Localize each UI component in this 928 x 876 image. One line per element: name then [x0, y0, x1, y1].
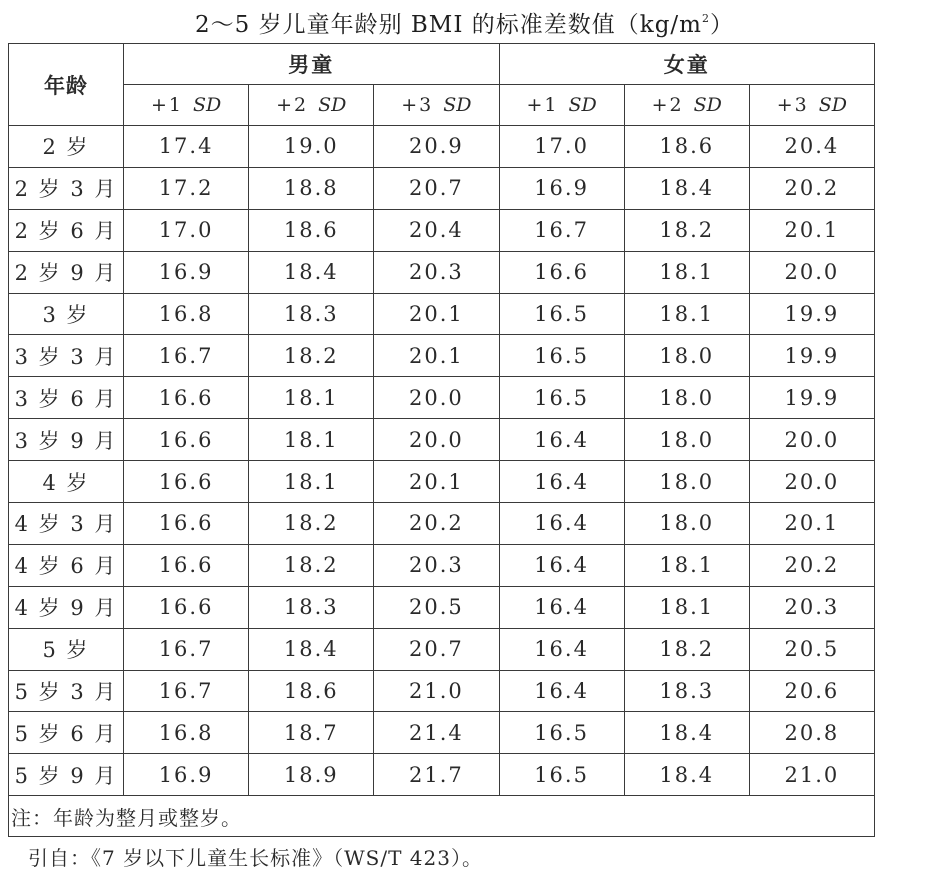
table-row: [9, 419, 875, 461]
bmi-value-cell: 20.3: [749, 586, 874, 628]
bmi-value-cell: 18.3: [624, 670, 749, 712]
bmi-value-cell: 20.6: [749, 670, 874, 712]
bmi-value-cell: 21.0: [749, 754, 874, 796]
bmi-value-cell: 16.4: [499, 419, 624, 461]
bmi-value-cell: 18.0: [624, 335, 749, 377]
group-header-row: [9, 44, 875, 85]
source-citation: 引自：《7 岁以下儿童生长标准》（WS/T 423）。: [28, 846, 483, 870]
bmi-value-cell: 16.4: [499, 670, 624, 712]
bmi-value-cell: 20.1: [374, 461, 499, 503]
table-row: [9, 126, 875, 168]
bmi-value-cell: 20.2: [749, 167, 874, 209]
sd-column-header: [749, 85, 874, 126]
bmi-value-cell: 16.4: [499, 628, 624, 670]
bmi-value-cell: 20.0: [749, 461, 874, 503]
bmi-value-cell: 16.7: [124, 335, 249, 377]
title-text: 2～5 岁儿童年龄别 BMI 的标准差数值（kg/m: [195, 12, 702, 38]
bmi-value-cell: 18.2: [249, 503, 374, 545]
bmi-value-cell: 18.2: [624, 209, 749, 251]
table-row: [9, 167, 875, 209]
bmi-value-cell: 18.1: [624, 293, 749, 335]
bmi-value-cell: 18.2: [249, 335, 374, 377]
bmi-value-cell: 20.7: [374, 628, 499, 670]
bmi-value-cell: 18.0: [624, 461, 749, 503]
sd-column-header: [374, 85, 499, 126]
sd-prefix: +1: [526, 94, 559, 116]
bmi-value-cell: 20.5: [374, 586, 499, 628]
bmi-value-cell: 16.4: [499, 586, 624, 628]
age-cell: 5 岁 6 月: [9, 712, 124, 754]
bmi-value-cell: 18.4: [624, 167, 749, 209]
bmi-value-cell: 20.1: [749, 503, 874, 545]
table-row: [9, 670, 875, 712]
bmi-value-cell: 18.3: [249, 586, 374, 628]
bmi-value-cell: 17.4: [124, 126, 249, 168]
bmi-value-cell: 18.9: [249, 754, 374, 796]
bmi-value-cell: 21.4: [374, 712, 499, 754]
bmi-value-cell: 18.6: [249, 209, 374, 251]
bmi-value-cell: 16.4: [499, 544, 624, 586]
table-row: [9, 209, 875, 251]
table-row: [9, 586, 875, 628]
girls-group-header: 女童: [499, 44, 875, 85]
sd-label: SD: [318, 94, 347, 116]
bmi-value-cell: 18.2: [249, 544, 374, 586]
bmi-value-cell: 20.2: [374, 503, 499, 545]
bmi-value-cell: 17.0: [499, 126, 624, 168]
table-row: [9, 503, 875, 545]
age-cell: 2 岁: [9, 126, 124, 168]
title-superscript: 2: [701, 12, 710, 25]
age-cell: 3 岁 6 月: [9, 377, 124, 419]
age-cell: 3 岁 3 月: [9, 335, 124, 377]
bmi-value-cell: 16.6: [124, 419, 249, 461]
bmi-value-cell: 16.7: [124, 628, 249, 670]
bmi-value-cell: 16.8: [124, 293, 249, 335]
bmi-value-cell: 19.0: [249, 126, 374, 168]
bmi-value-cell: 20.0: [749, 419, 874, 461]
bmi-value-cell: 16.4: [499, 503, 624, 545]
boys-group-header: 男童: [124, 44, 500, 85]
bmi-value-cell: 18.2: [624, 628, 749, 670]
age-cell: 4 岁 9 月: [9, 586, 124, 628]
bmi-value-cell: 20.7: [374, 167, 499, 209]
bmi-value-cell: 16.6: [124, 377, 249, 419]
bmi-value-cell: 18.8: [249, 167, 374, 209]
age-cell: 5 岁: [9, 628, 124, 670]
bmi-value-cell: 16.6: [124, 544, 249, 586]
bmi-value-cell: 18.4: [624, 754, 749, 796]
bmi-value-cell: 16.5: [499, 293, 624, 335]
sd-prefix: +3: [401, 94, 434, 116]
bmi-value-cell: 20.3: [374, 544, 499, 586]
sd-prefix: +1: [150, 94, 183, 116]
bmi-value-cell: 18.1: [624, 544, 749, 586]
sd-column-header: [499, 85, 624, 126]
table-row: [9, 335, 875, 377]
bmi-value-cell: 18.4: [249, 628, 374, 670]
page-title: [0, 2, 928, 42]
bmi-value-cell: 18.6: [249, 670, 374, 712]
table-row: [9, 251, 875, 293]
bmi-value-cell: 20.4: [374, 209, 499, 251]
title-close: ）: [709, 12, 733, 38]
table-body: [9, 126, 875, 796]
bmi-table: [8, 43, 875, 837]
sd-label: SD: [568, 94, 597, 116]
bmi-value-cell: 16.4: [499, 461, 624, 503]
sd-label: SD: [818, 94, 848, 116]
bmi-value-cell: 18.4: [624, 712, 749, 754]
age-cell: 4 岁: [9, 461, 124, 503]
bmi-value-cell: 21.7: [374, 754, 499, 796]
bmi-value-cell: 16.5: [499, 754, 624, 796]
sd-label: SD: [192, 94, 222, 116]
bmi-value-cell: 16.6: [124, 503, 249, 545]
bmi-value-cell: 18.1: [249, 419, 374, 461]
bmi-value-cell: 20.0: [374, 419, 499, 461]
bmi-value-cell: 20.1: [374, 335, 499, 377]
bmi-value-cell: 16.6: [124, 461, 249, 503]
sd-prefix: +2: [276, 94, 309, 116]
sd-column-header: [124, 85, 249, 126]
bmi-value-cell: 20.2: [749, 544, 874, 586]
sd-label: SD: [693, 94, 722, 116]
bmi-value-cell: 21.0: [374, 670, 499, 712]
sd-column-header: [249, 85, 374, 126]
bmi-value-cell: 20.1: [749, 209, 874, 251]
bmi-value-cell: 20.5: [749, 628, 874, 670]
bmi-value-cell: 20.8: [749, 712, 874, 754]
bmi-value-cell: 18.1: [249, 461, 374, 503]
bmi-value-cell: 20.0: [374, 377, 499, 419]
sd-prefix: +3: [776, 94, 809, 116]
sd-prefix: +2: [651, 94, 684, 116]
bmi-value-cell: 18.1: [249, 377, 374, 419]
bmi-value-cell: 16.8: [124, 712, 249, 754]
age-cell: 5 岁 3 月: [9, 670, 124, 712]
sd-column-header: [624, 85, 749, 126]
note-row: [9, 796, 875, 837]
bmi-value-cell: 19.9: [749, 377, 874, 419]
table-row: [9, 712, 875, 754]
bmi-value-cell: 16.7: [499, 209, 624, 251]
table-note: 注：年龄为整月或整岁。: [9, 796, 875, 837]
bmi-value-cell: 18.1: [624, 251, 749, 293]
bmi-value-cell: 16.6: [124, 586, 249, 628]
age-cell: 3 岁 9 月: [9, 419, 124, 461]
bmi-value-cell: 17.0: [124, 209, 249, 251]
bmi-value-cell: 20.3: [374, 251, 499, 293]
bmi-value-cell: 18.1: [624, 586, 749, 628]
bmi-value-cell: 16.9: [124, 754, 249, 796]
table-row: [9, 544, 875, 586]
bmi-value-cell: 16.7: [124, 670, 249, 712]
bmi-value-cell: 20.1: [374, 293, 499, 335]
sd-label: SD: [443, 94, 472, 116]
age-cell: 3 岁: [9, 293, 124, 335]
bmi-value-cell: 18.7: [249, 712, 374, 754]
table-row: [9, 754, 875, 796]
age-cell: 4 岁 6 月: [9, 544, 124, 586]
bmi-value-cell: 18.0: [624, 419, 749, 461]
bmi-value-cell: 16.5: [499, 377, 624, 419]
table-row: [9, 377, 875, 419]
age-cell: 2 岁 3 月: [9, 167, 124, 209]
bmi-value-cell: 16.9: [499, 167, 624, 209]
bmi-value-cell: 19.9: [749, 335, 874, 377]
bmi-value-cell: 19.9: [749, 293, 874, 335]
bmi-value-cell: 20.4: [749, 126, 874, 168]
bmi-value-cell: 17.2: [124, 167, 249, 209]
bmi-value-cell: 16.6: [499, 251, 624, 293]
bmi-value-cell: 16.9: [124, 251, 249, 293]
age-cell: 4 岁 3 月: [9, 503, 124, 545]
table-row: [9, 293, 875, 335]
bmi-value-cell: 16.5: [499, 712, 624, 754]
bmi-value-cell: 20.9: [374, 126, 499, 168]
age-cell: 5 岁 9 月: [9, 754, 124, 796]
age-cell: 2 岁 6 月: [9, 209, 124, 251]
bmi-value-cell: 18.4: [249, 251, 374, 293]
bmi-value-cell: 18.3: [249, 293, 374, 335]
table-row: [9, 628, 875, 670]
bmi-value-cell: 16.5: [499, 335, 624, 377]
sd-header-row: [9, 85, 875, 126]
table-row: [9, 461, 875, 503]
bmi-value-cell: 18.0: [624, 377, 749, 419]
bmi-value-cell: 18.0: [624, 503, 749, 545]
bmi-value-cell: 20.0: [749, 251, 874, 293]
age-column-header: 年龄: [9, 44, 124, 126]
bmi-value-cell: 18.6: [624, 126, 749, 168]
age-cell: 2 岁 9 月: [9, 251, 124, 293]
